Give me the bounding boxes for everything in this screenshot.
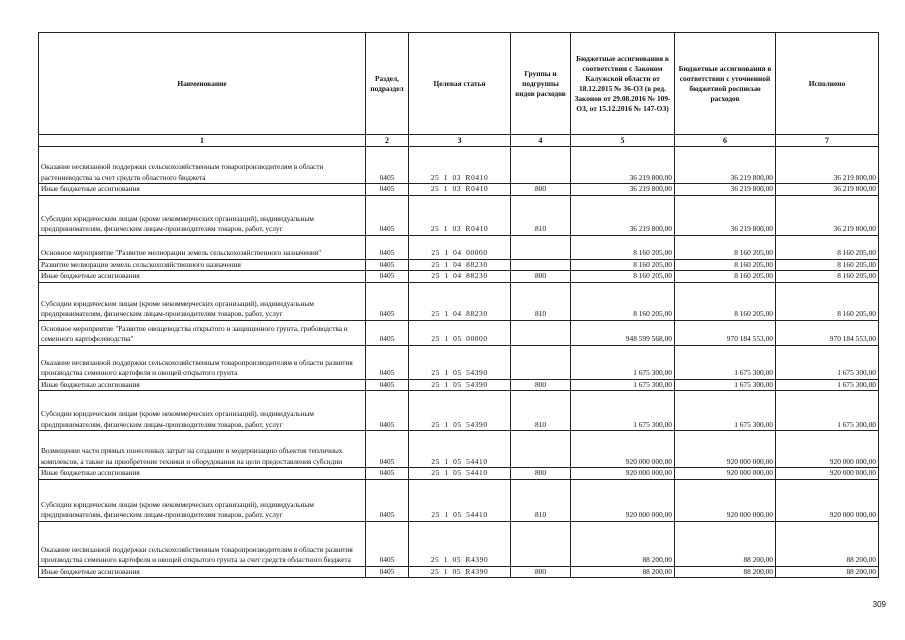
table-row [39, 345, 879, 379]
row-target: 25 1 05 54390 [409, 391, 511, 431]
row-approved: 8 160 205,00 [571, 271, 675, 283]
row-section: 0405 [366, 468, 409, 480]
row-group: 810 [511, 282, 571, 320]
row-target: 25 1 04 88230 [409, 271, 511, 283]
row-approved: 36 219 800,00 [571, 195, 675, 235]
row-executed: 920 000 000,00 [776, 479, 879, 521]
row-executed: 920 000 000,00 [776, 468, 879, 480]
row-approved: 8 160 205,00 [571, 282, 675, 320]
row-section: 0405 [366, 320, 409, 345]
budget-table [38, 32, 879, 578]
row-group [511, 431, 571, 468]
row-executed: 36 219 800,00 [776, 195, 879, 235]
row-refined: 36 219 800,00 [675, 147, 776, 184]
row-group [511, 521, 571, 566]
row-target: 25 1 05 54410 [409, 479, 511, 521]
row-refined: 970 184 553,00 [675, 320, 776, 345]
row-group [511, 259, 571, 271]
row-target: 25 1 05 R4390 [409, 521, 511, 566]
row-approved: 8 160 205,00 [571, 259, 675, 271]
row-section: 0405 [366, 235, 409, 259]
row-section: 0405 [366, 184, 409, 196]
row-name: Иные бюджетные ассигнования [39, 566, 366, 578]
row-refined: 8 160 205,00 [675, 271, 776, 283]
row-target: 25 1 05 54410 [409, 468, 511, 480]
header-approved-allocations: Бюджетные ассигнования в соответствии с Законом Калужской области от 18.12.2015 № 36-ОЗ (в ред. Законов от 29.08.2016 № 109-ОЗ, от 15.12.2016 № 147-ОЗ) [571, 33, 675, 135]
row-approved: 88 200,00 [571, 521, 675, 566]
row-section: 0405 [366, 259, 409, 271]
row-executed: 8 160 205,00 [776, 259, 879, 271]
row-name: Иные бюджетные ассигнования [39, 184, 366, 196]
row-approved: 8 160 205,00 [571, 235, 675, 259]
table-row [39, 320, 879, 345]
table-row [39, 479, 879, 521]
row-approved: 1 675 300,00 [571, 379, 675, 391]
row-name: Субсидии юридическим лицам (кроме некоммерческих организаций), индивидуальным предпринимателям, физическим лицам-производителям товаров, работ, услуг [39, 282, 366, 320]
row-refined: 8 160 205,00 [675, 259, 776, 271]
row-target: 25 1 05 54390 [409, 345, 511, 379]
column-number-row [39, 135, 879, 147]
row-name: Возмещение части прямых понесенных затрат на создание и модернизацию объектов тепличных комплексов, а также на приобретение техники и оборудования на цели предоставления субсидии [39, 431, 366, 468]
row-refined: 1 675 300,00 [675, 345, 776, 379]
row-target: 25 1 04 00000 [409, 235, 511, 259]
row-section: 0405 [366, 521, 409, 566]
row-approved: 920 000 000,00 [571, 479, 675, 521]
column-number: 1 [39, 135, 366, 147]
row-group [511, 345, 571, 379]
table-row [39, 521, 879, 566]
row-target: 25 1 05 R4390 [409, 566, 511, 578]
row-name: Иные бюджетные ассигнования [39, 468, 366, 480]
row-target: 25 1 04 88230 [409, 282, 511, 320]
row-name: Основное мероприятие "Развитие мелиорации земель сельскохозяйственного назначения" [39, 235, 366, 259]
row-refined: 8 160 205,00 [675, 282, 776, 320]
row-group: 800 [511, 271, 571, 283]
row-target: 25 1 03 R0410 [409, 195, 511, 235]
table-row [39, 147, 879, 184]
row-target: 25 1 05 54410 [409, 431, 511, 468]
row-name: Субсидии юридическим лицам (кроме некоммерческих организаций), индивидуальным предпринимателям, физическим лицам-производителям товаров, работ, услуг [39, 195, 366, 235]
row-group [511, 235, 571, 259]
row-section: 0405 [366, 566, 409, 578]
row-section: 0405 [366, 391, 409, 431]
column-number: 3 [409, 135, 511, 147]
row-section: 0405 [366, 479, 409, 521]
row-group: 810 [511, 479, 571, 521]
row-name: Оказание несвязанной поддержки сельскохозяйственным товаропроизводителям в области растениеводства за счет средств областного бюджета [39, 147, 366, 184]
row-executed: 1 675 300,00 [776, 379, 879, 391]
row-executed: 36 219 800,00 [776, 147, 879, 184]
table-row [39, 271, 879, 283]
table-row [39, 184, 879, 196]
row-approved: 920 000 000,00 [571, 431, 675, 468]
budget-table-page [38, 32, 879, 578]
row-section: 0405 [366, 195, 409, 235]
row-name: Развитие мелиорации земель сельскохозяйственного назначения [39, 259, 366, 271]
row-refined: 1 675 300,00 [675, 391, 776, 431]
row-target: 25 1 05 00000 [409, 320, 511, 345]
row-approved: 920 000 000,00 [571, 468, 675, 480]
row-section: 0405 [366, 379, 409, 391]
header-target-article: Целевая статья [409, 33, 511, 135]
row-name: Субсидии юридическим лицам (кроме некоммерческих организаций), индивидуальным предпринимателям, физическим лицам-производителям товаров, работ, услуг [39, 391, 366, 431]
row-refined: 8 160 205,00 [675, 235, 776, 259]
row-target: 25 1 05 54390 [409, 379, 511, 391]
row-target: 25 1 03 R0410 [409, 184, 511, 196]
row-target: 25 1 04 88230 [409, 259, 511, 271]
page-number: 309 [872, 600, 886, 609]
table-row [39, 282, 879, 320]
row-refined: 1 675 300,00 [675, 379, 776, 391]
row-refined: 36 219 800,00 [675, 184, 776, 196]
table-row [39, 468, 879, 480]
row-group: 810 [511, 195, 571, 235]
row-group: 800 [511, 468, 571, 480]
table-row [39, 431, 879, 468]
table-row [39, 259, 879, 271]
column-number: 4 [511, 135, 571, 147]
row-group [511, 147, 571, 184]
row-group [511, 320, 571, 345]
row-refined: 920 000 000,00 [675, 479, 776, 521]
table-row [39, 391, 879, 431]
header-name: Наименование [39, 33, 366, 135]
row-section: 0405 [366, 271, 409, 283]
row-group: 800 [511, 184, 571, 196]
row-group: 800 [511, 566, 571, 578]
row-executed: 1 675 300,00 [776, 345, 879, 379]
row-section: 0405 [366, 147, 409, 184]
row-executed: 970 184 553,00 [776, 320, 879, 345]
row-name: Основное мероприятие "Развитие овощеводства открытого и защищенного грунта, грибоводства и семенного картофелеводства" [39, 320, 366, 345]
row-refined: 88 200,00 [675, 566, 776, 578]
column-number: 7 [776, 135, 879, 147]
row-executed: 36 219 800,00 [776, 184, 879, 196]
row-group: 810 [511, 391, 571, 431]
column-number: 5 [571, 135, 675, 147]
row-executed: 920 000 000,00 [776, 431, 879, 468]
header-executed: Исполнено [776, 33, 879, 135]
row-refined: 36 219 800,00 [675, 195, 776, 235]
row-group: 800 [511, 379, 571, 391]
row-name: Оказание несвязанной поддержки сельскохозяйственным товаропроизводителям в области развития производства семенного картофеля и овощей открытого грунта за счет средств областного бюджета [39, 521, 366, 566]
row-name: Иные бюджетные ассигнования [39, 271, 366, 283]
row-section: 0405 [366, 345, 409, 379]
table-row [39, 566, 879, 578]
row-executed: 8 160 205,00 [776, 235, 879, 259]
row-approved: 1 675 300,00 [571, 345, 675, 379]
row-name: Субсидии юридическим лицам (кроме некоммерческих организаций), индивидуальным предпринимателям, физическим лицам-производителям товаров, работ, услуг [39, 479, 366, 521]
row-approved: 36 219 800,00 [571, 147, 675, 184]
table-row [39, 379, 879, 391]
header-row [39, 33, 879, 135]
header-refined-allocations: Бюджетные ассигнования в соответствии с уточненной бюджетной росписью расходов [675, 33, 776, 135]
row-approved: 1 675 300,00 [571, 391, 675, 431]
column-number: 2 [366, 135, 409, 147]
row-executed: 8 160 205,00 [776, 282, 879, 320]
row-executed: 1 675 300,00 [776, 391, 879, 431]
row-approved: 36 219 800,00 [571, 184, 675, 196]
table-row [39, 235, 879, 259]
row-section: 0405 [366, 431, 409, 468]
row-executed: 88 200,00 [776, 521, 879, 566]
row-section: 0405 [366, 282, 409, 320]
header-expense-group: Группы и подгруппы видов расходов [511, 33, 571, 135]
row-approved: 88 200,00 [571, 566, 675, 578]
table-row [39, 195, 879, 235]
row-name: Оказание несвязанной поддержки сельскохозяйственным товаропроизводителям в области развития производства семенного картофеля и овощей открытого грунта [39, 345, 366, 379]
row-executed: 88 200,00 [776, 566, 879, 578]
row-target: 25 1 03 R0410 [409, 147, 511, 184]
column-number: 6 [675, 135, 776, 147]
row-refined: 920 000 000,00 [675, 431, 776, 468]
row-executed: 8 160 205,00 [776, 271, 879, 283]
row-refined: 88 200,00 [675, 521, 776, 566]
header-section: Раздел, подраздел [366, 33, 409, 135]
row-approved: 948 599 568,00 [571, 320, 675, 345]
row-name: Иные бюджетные ассигнования [39, 379, 366, 391]
row-refined: 920 000 000,00 [675, 468, 776, 480]
